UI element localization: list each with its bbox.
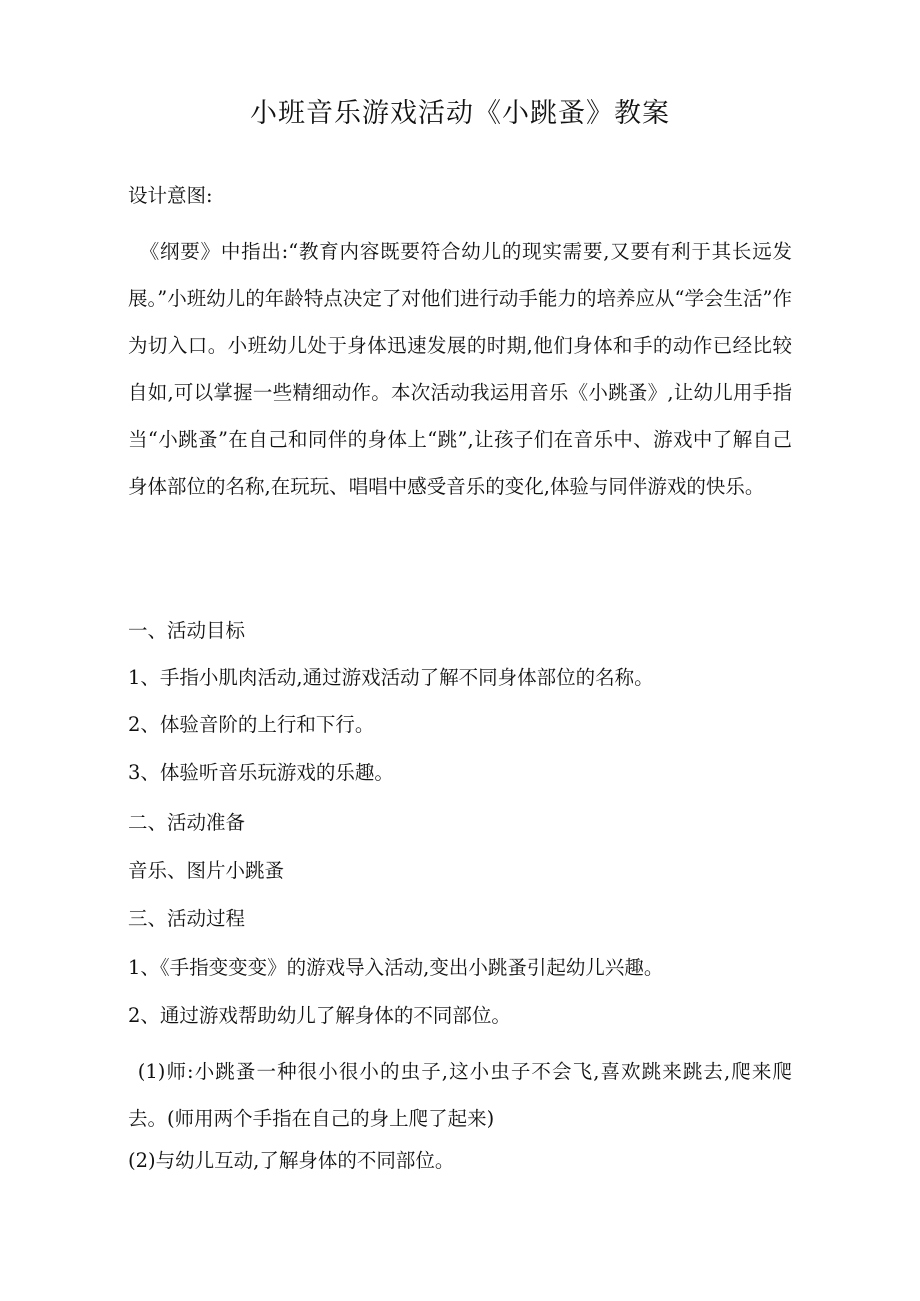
- materials-text: 音乐、图片小跳蚤: [128, 859, 285, 882]
- process-subitem: (2)与幼儿互动,了解身体的不同部位。: [128, 1149, 455, 1172]
- goal-item: 1、手指小肌肉活动,通过游戏活动了解不同身体部位的名称。: [128, 666, 654, 689]
- section-heading-preparation: 二、活动准备: [128, 811, 246, 834]
- process-subitem: (1)师:小跳蚤一种很小很小的虫子,这小虫子不会飞,喜欢跳来跳去,爬来爬去。(师用两个手指在自己的身上爬了起来): [128, 1060, 792, 1130]
- goal-item: 2、体验音阶的上行和下行。: [128, 713, 375, 736]
- process-item: 1、《手指变变变》的游戏导入活动,变出小跳蚤引起幼儿兴趣。: [128, 956, 664, 979]
- section-heading-process: 三、活动过程: [128, 907, 246, 930]
- document-title: 小班音乐游戏活动《小跳蚤》教案: [250, 98, 670, 129]
- design-intent-label: 设计意图:: [128, 184, 213, 207]
- section-heading-goals: 一、活动目标: [128, 619, 246, 642]
- design-intent-paragraph: 《纲要》中指出:“教育内容既要符合幼儿的现实需要,又要有利于其长远发展。”小班幼儿的年龄特点决定了对他们进行动手能力的培养应从“学会生活”作为切入口。小班幼儿处于身体迅速发展的时期,他们身体和手的动作已经比较自如,可以掌握一些精细动作。本次活动我运用音乐《小跳蚤》,让幼儿用手指当“小跳蚤”在自己和同伴的身体上“跳”,让孩子们在音乐中、游戏中了解自己身体部位的名称,在玩玩、唱唱中感受音乐的变化,体验与同伴游戏的快乐。: [128, 240, 792, 498]
- process-item: 2、通过游戏帮助幼儿了解身体的不同部位。: [128, 1004, 511, 1027]
- goal-item: 3、体验听音乐玩游戏的乐趣。: [128, 761, 394, 784]
